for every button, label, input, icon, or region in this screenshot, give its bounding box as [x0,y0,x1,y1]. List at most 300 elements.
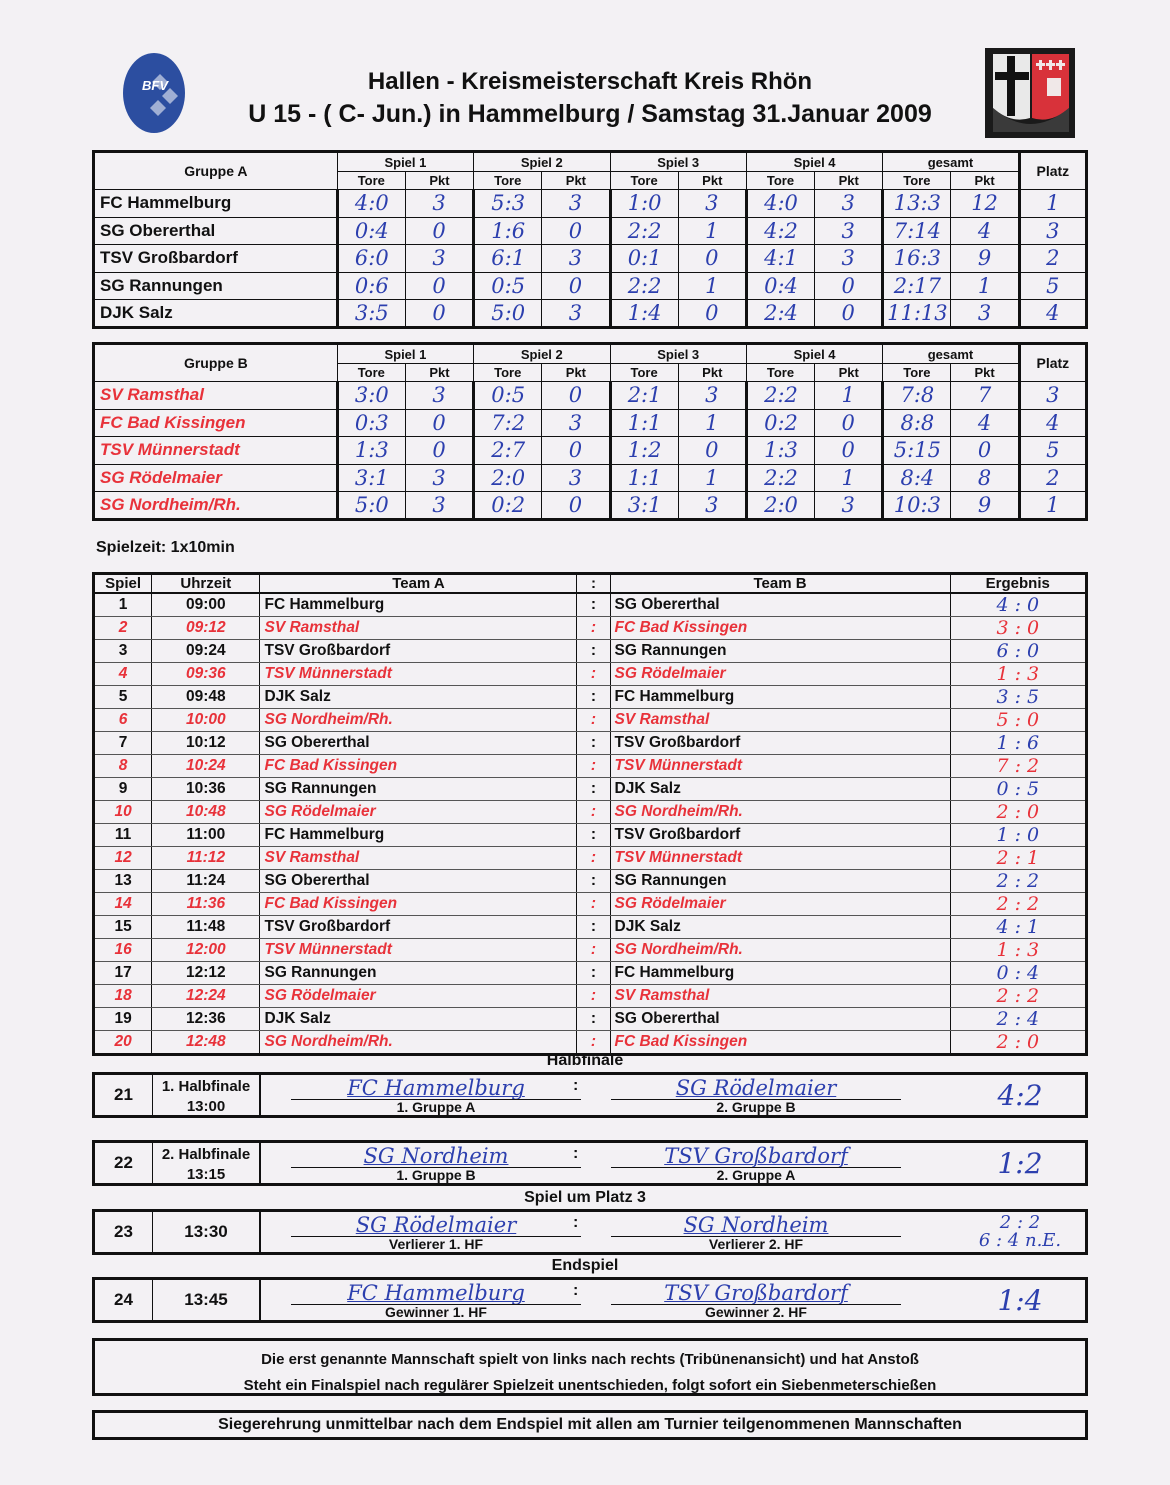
standings-row [94,492,1087,520]
cell-s3t: 2:1 [610,382,678,410]
match-time: 13:00 [186,1098,226,1115]
cell-s3p: 1 [678,217,746,245]
team-name: SG Rannungen [94,272,338,300]
match-time: 11:48 [152,916,260,939]
group-b-title: Gruppe B [94,344,338,382]
match-separator: : [577,709,610,732]
team-a-name: DJK Salz [260,1008,577,1031]
cell-s1t: 0:3 [337,409,405,437]
cell-platz: 1 [1019,492,1086,520]
cell-platz: 4 [1019,409,1086,437]
match-number: 1 [94,593,152,617]
team-b-name: SG Nordheim/Rh. [610,939,950,962]
spiel2-header: Spiel 2 [474,344,610,364]
cell-s1t: 5:0 [337,492,405,520]
cell-s3t: 2:2 [610,272,678,300]
cell-s2t: 1:6 [474,217,542,245]
platz-header: Platz [1019,344,1086,382]
team-b-name: FC Bad Kissingen [610,617,950,640]
standings-row [94,190,1087,218]
cell-s1t: 1:3 [337,437,405,465]
match-number: 16 [94,939,152,962]
cell-gp: 0 [951,437,1019,465]
team-a-name: SG Nordheim/Rh. [260,1031,577,1055]
match-result: 2 : 0 [950,801,1086,824]
team-a-slot [291,1212,581,1252]
match-number: 13 [94,870,152,893]
team-b-name: TSV Großbardorf [610,824,950,847]
team-b-slot [611,1143,901,1183]
pkt-header: Pkt [815,172,883,190]
cell-s3p: 0 [678,300,746,328]
cell-s1p: 3 [405,245,473,273]
match-number: 21 [95,1075,153,1115]
team-b-name: FC Bad Kissingen [610,1031,950,1055]
team-a-name: FC Hammelburg [260,593,577,617]
cell-s2p: 0 [542,272,610,300]
cell-s3t: 1:1 [610,409,678,437]
schedule-header-team-b: Team B [610,574,950,594]
match-time: 10:48 [152,801,260,824]
standings-row [94,217,1087,245]
schedule-row [94,985,1087,1008]
cell-gt: 7:14 [883,217,951,245]
team-b-name: SV Ramsthal [610,709,950,732]
match-result: 2 : 2 [950,870,1086,893]
schedule-row [94,801,1087,824]
match-time: 13:45 [153,1280,261,1320]
schedule-row [94,847,1087,870]
schedule-row [94,916,1087,939]
pkt-header: Pkt [542,172,610,190]
coat-of-arms-icon [985,48,1075,138]
standings-row [94,464,1087,492]
tore-header: Tore [883,172,951,190]
match-time: 10:36 [152,778,260,801]
result-penalties: 6 : 4 n.E. [978,1230,1062,1251]
cell-s1t: 4:0 [337,190,405,218]
match-number: 2 [94,617,152,640]
schedule-header-sep: : [577,574,610,594]
match-label: 2. Halbfinale [161,1146,251,1163]
page-subtitle: U 15 - ( C- Jun.) in Hammelburg / Samstag 31.Januar 2009 [248,100,932,128]
schedule-row [94,962,1087,985]
match-result: 1 : 0 [950,824,1086,847]
match-time: 09:48 [152,686,260,709]
team-b-name: TSV Großbardorf [664,1281,848,1305]
cell-s3t: 0:1 [610,245,678,273]
cell-gp: 4 [951,409,1019,437]
match-time: 11:24 [152,870,260,893]
team-a-name: SG Rödelmaier [355,1213,517,1237]
match-separator: : [577,939,610,962]
spiel1-header: Spiel 1 [337,152,473,172]
cell-s3p: 3 [678,190,746,218]
ceremony-note: Siegerehrung unmittelbar nach dem Endspiel mit allen am Turnier teilgenommenen Mannschaften [218,1416,962,1433]
match-result: 4:2 [997,1079,1043,1112]
team-b-name: SG Rödelmaier [610,663,950,686]
cell-gt: 11:13 [883,300,951,328]
match-separator: : [577,640,610,663]
cell-platz: 4 [1019,300,1086,328]
endspiel-title: Endspiel [551,1257,619,1274]
match-time: 10:00 [152,709,260,732]
match-result: 1 : 3 [950,939,1086,962]
match-result: 4 : 0 [950,593,1086,617]
cell-s4p: 3 [815,190,883,218]
match-time: 12:48 [152,1031,260,1055]
team-a-name: DJK Salz [260,686,577,709]
match-separator: : [577,732,610,755]
match-result: 5 : 0 [950,709,1086,732]
match-number: 4 [94,663,152,686]
match-result: 1:2 [997,1147,1043,1180]
pkt-header: Pkt [678,364,746,382]
platz3-title: Spiel um Platz 3 [524,1189,646,1206]
endspiel-box [92,1277,1088,1323]
standings-row [94,300,1087,328]
match-label: 1. Halbfinale [161,1078,251,1095]
schedule-header-team-a: Team A [260,574,577,594]
page-title: Hallen - Kreismeisterschaft Kreis Rhön [367,68,813,95]
match-time: 09:24 [152,640,260,663]
schedule-row [94,870,1087,893]
team-name: TSV Großbardorf [94,245,338,273]
tore-header: Tore [746,364,814,382]
match-number: 12 [94,847,152,870]
cell-s2p: 3 [542,300,610,328]
team-name: SG Obererthal [94,217,338,245]
spiel3-header: Spiel 3 [610,152,746,172]
cell-s1t: 3:0 [337,382,405,410]
team-name: SG Rödelmaier [94,464,338,492]
schedule-row [94,893,1087,916]
match-number: 9 [94,778,152,801]
cell-s2p: 3 [542,245,610,273]
match-time: 11:00 [152,824,260,847]
cell-platz: 5 [1019,437,1086,465]
team-a-name: SG Rödelmaier [260,985,577,1008]
schedule-row [94,1008,1087,1031]
match-separator: : [577,893,610,916]
cell-s4t: 4:1 [746,245,814,273]
cell-gt: 8:4 [883,464,951,492]
cell-s2t: 5:3 [474,190,542,218]
pkt-header: Pkt [815,364,883,382]
team-b-name: TSV Münnerstadt [610,847,950,870]
bfv-logo [122,52,186,134]
cell-platz: 3 [1019,382,1086,410]
cell-s1p: 3 [405,464,473,492]
team-b-name: SG Nordheim [683,1213,829,1237]
match-time: 12:12 [152,962,260,985]
team-a-label: 1. Gruppe A [396,1099,476,1115]
team-name: FC Bad Kissingen [94,409,338,437]
cell-s1t: 3:5 [337,300,405,328]
cell-s2t: 5:0 [474,300,542,328]
match-result: 3 : 5 [950,686,1086,709]
ceremony-note-box [92,1410,1088,1440]
cell-s3p: 0 [678,437,746,465]
match-number: 20 [94,1031,152,1055]
cell-s2t: 7:2 [474,409,542,437]
pkt-header: Pkt [405,172,473,190]
cell-s4t: 0:2 [746,409,814,437]
team-name: SG Nordheim/Rh. [94,492,338,520]
cell-s4p: 3 [815,245,883,273]
match-number: 10 [94,801,152,824]
standings-row [94,409,1087,437]
cell-s1p: 0 [405,300,473,328]
team-b-label: Gewinner 2. HF [705,1304,807,1320]
team-b-name: TSV Großbardorf [664,1144,848,1168]
team-a-name: TSV Großbardorf [260,640,577,663]
platz-header: Platz [1019,152,1086,190]
team-b-name: SG Nordheim/Rh. [610,801,950,824]
cell-s4p: 0 [815,409,883,437]
match-time: 09:12 [152,617,260,640]
cell-gp: 12 [951,190,1019,218]
schedule-row [94,1031,1087,1055]
team-name: DJK Salz [94,300,338,328]
team-a-name: SG Rannungen [260,962,577,985]
cell-s2t: 0:5 [474,382,542,410]
match-time: 09:36 [152,663,260,686]
group-b-table [92,342,1088,521]
cell-gt: 7:8 [883,382,951,410]
team-b-name: FC Hammelburg [610,962,950,985]
cell-s3p: 1 [678,409,746,437]
match-result: 0 : 4 [950,962,1086,985]
standings-row [94,245,1087,273]
cell-s1p: 0 [405,437,473,465]
team-a-name: SG Obererthal [260,732,577,755]
cell-s3t: 1:2 [610,437,678,465]
team-b-name: SG Obererthal [610,1008,950,1031]
match-separator: : [577,778,610,801]
match-number: 15 [94,916,152,939]
halbfinale-2-box [92,1140,1088,1186]
match-separator: : [577,1031,610,1055]
cell-s2p: 3 [542,464,610,492]
cell-gp: 7 [951,382,1019,410]
team-b-name: SV Ramsthal [610,985,950,1008]
match-result [955,1214,1085,1250]
team-b-name: DJK Salz [610,916,950,939]
cell-s3p: 1 [678,464,746,492]
cell-s1p: 3 [405,382,473,410]
match-separator: : [577,985,610,1008]
result-regular: 2 : 2 [999,1212,1041,1233]
match-number: 6 [94,709,152,732]
cell-s3t: 3:1 [610,492,678,520]
match-separator: : [573,1282,579,1299]
team-b-name: SG Rödelmaier [675,1076,837,1100]
match-result: 2 : 4 [950,1008,1086,1031]
cell-s4t: 1:3 [746,437,814,465]
schedule-header-ergebnis: Ergebnis [950,574,1086,594]
cell-s3p: 1 [678,272,746,300]
cell-s2p: 0 [542,437,610,465]
match-separator: : [577,1008,610,1031]
team-b-label: 2. Gruppe A [716,1167,796,1183]
cell-s4p: 0 [815,437,883,465]
match-time: 12:36 [152,1008,260,1031]
cell-s1p: 3 [405,492,473,520]
match-number: 3 [94,640,152,663]
cell-s4t: 2:4 [746,300,814,328]
match-info [153,1075,261,1115]
team-a-name: FC Bad Kissingen [260,893,577,916]
cell-s2p: 0 [542,382,610,410]
match-result: 0 : 5 [950,778,1086,801]
cell-s2t: 2:7 [474,437,542,465]
spiel4-header: Spiel 4 [746,344,882,364]
tore-header: Tore [474,364,542,382]
cell-s3t: 1:1 [610,464,678,492]
halbfinale-1-box [92,1072,1088,1118]
cell-s3t: 1:4 [610,300,678,328]
cell-s4t: 2:2 [746,382,814,410]
schedule-row [94,755,1087,778]
match-separator: : [573,1214,579,1231]
cell-platz: 2 [1019,245,1086,273]
schedule-row [94,824,1087,847]
match-separator: : [577,962,610,985]
bfv-logo-text: BFV [142,78,168,93]
tore-header: Tore [337,364,405,382]
schedule-row [94,640,1087,663]
team-a-name: FC Hammelburg [347,1076,525,1100]
team-b-name: SG Rannungen [610,870,950,893]
team-a-slot [291,1075,581,1115]
pkt-header: Pkt [951,364,1019,382]
team-b-name: SG Rannungen [610,640,950,663]
cell-s4t: 4:2 [746,217,814,245]
cell-gp: 4 [951,217,1019,245]
match-number: 5 [94,686,152,709]
match-number: 17 [94,962,152,985]
cell-gp: 1 [951,272,1019,300]
match-time: 12:24 [152,985,260,1008]
team-a-name: FC Hammelburg [347,1281,525,1305]
match-separator: : [577,847,610,870]
team-a-name: TSV Münnerstadt [260,939,577,962]
team-a-slot [291,1280,581,1320]
spiel2-header: Spiel 2 [474,152,610,172]
match-time: 10:24 [152,755,260,778]
team-name: TSV Münnerstadt [94,437,338,465]
match-result: 6 : 0 [950,640,1086,663]
cell-s3p: 0 [678,245,746,273]
rules-note-box [92,1338,1088,1396]
match-separator: : [577,686,610,709]
cell-s2p: 3 [542,409,610,437]
team-b-slot [611,1212,901,1252]
cell-s1t: 6:0 [337,245,405,273]
cell-s1p: 3 [405,190,473,218]
cell-s4p: 1 [815,382,883,410]
match-result: 3 : 0 [950,617,1086,640]
cell-s2t: 6:1 [474,245,542,273]
standings-row [94,272,1087,300]
team-b-name: SG Rödelmaier [610,893,950,916]
match-separator: : [577,870,610,893]
pkt-header: Pkt [951,172,1019,190]
team-a-label: Gewinner 1. HF [385,1304,487,1320]
team-a-name: SG Obererthal [260,870,577,893]
cell-s1p: 0 [405,272,473,300]
cell-s2t: 0:2 [474,492,542,520]
cell-gt: 5:15 [883,437,951,465]
rules-note-line2: Steht ein Finalspiel nach regulärer Spielzeit unentschieden, folgt sofort ein Siebenmeterschießen [243,1377,937,1394]
team-a-name: SG Rödelmaier [260,801,577,824]
match-time: 11:36 [152,893,260,916]
cell-gt: 16:3 [883,245,951,273]
match-separator: : [577,824,610,847]
match-number: 24 [95,1280,153,1320]
schedule-row [94,663,1087,686]
match-result: 2 : 2 [950,893,1086,916]
team-b-name: TSV Großbardorf [610,732,950,755]
cell-s1t: 0:4 [337,217,405,245]
cell-platz: 1 [1019,190,1086,218]
team-b-label: Verlierer 2. HF [708,1236,804,1252]
match-result: 1 : 6 [950,732,1086,755]
cell-platz: 3 [1019,217,1086,245]
cell-s2p: 3 [542,190,610,218]
match-separator: : [577,916,610,939]
pkt-header: Pkt [405,364,473,382]
cell-gp: 8 [951,464,1019,492]
match-time: 09:00 [152,593,260,617]
schedule-row [94,686,1087,709]
match-time: 11:12 [152,847,260,870]
team-a-name: FC Hammelburg [260,824,577,847]
team-a-label: 1. Gruppe B [396,1167,476,1183]
match-info [153,1143,261,1183]
team-a-name: FC Bad Kissingen [260,755,577,778]
team-a-name: SV Ramsthal [260,617,577,640]
match-time: 13:15 [186,1166,226,1183]
cell-s1t: 0:6 [337,272,405,300]
standings-row [94,437,1087,465]
spiel4-header: Spiel 4 [746,152,882,172]
spiel1-header: Spiel 1 [337,344,473,364]
cell-s1t: 3:1 [337,464,405,492]
tore-header: Tore [337,172,405,190]
team-b-slot [611,1075,901,1115]
cell-s4t: 2:0 [746,492,814,520]
team-b-slot [611,1280,901,1320]
cell-gt: 13:3 [883,190,951,218]
match-separator: : [573,1077,579,1094]
team-a-name: SG Nordheim/Rh. [260,709,577,732]
cell-gt: 2:17 [883,272,951,300]
cell-gt: 10:3 [883,492,951,520]
team-name: FC Hammelburg [94,190,338,218]
schedule-header-uhrzeit: Uhrzeit [152,574,260,594]
schedule-row [94,939,1087,962]
match-separator: : [577,755,610,778]
group-a-title: Gruppe A [94,152,338,190]
team-b-name: TSV Münnerstadt [610,755,950,778]
team-b-label: 2. Gruppe B [716,1099,796,1115]
cell-s4t: 2:2 [746,464,814,492]
match-result: 7 : 2 [950,755,1086,778]
schedule-row [94,709,1087,732]
team-a-name: TSV Münnerstadt [260,663,577,686]
